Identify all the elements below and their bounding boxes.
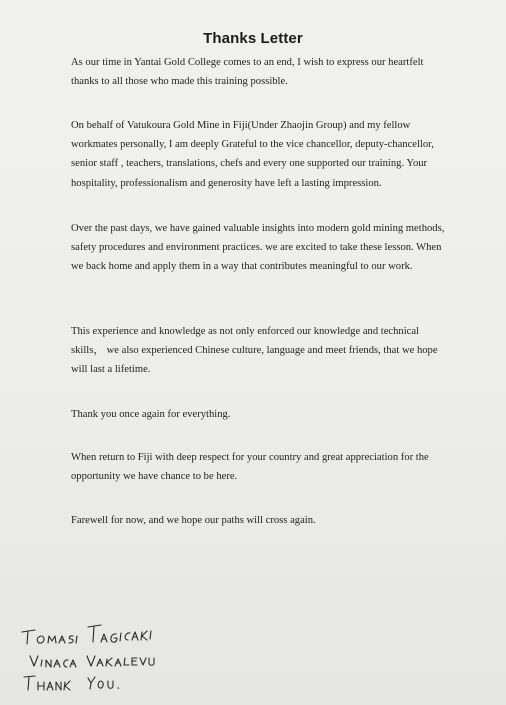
paragraph-experience: This experience and knowledge as not only enforced our knowledge and technical skills， we also experienced Chinese culture, language and meet friends, that we hope will last a lifetime.: [71, 326, 438, 376]
paragraph-return: When return to Fiji with deep respect for your country and great appreciation for the opportunity we have chance to be here.: [71, 452, 429, 483]
paragraph-intro: As our time in Yantai Gold College comes to an end, I wish to express our heartfelt thanks to all those who made this training possible.: [71, 57, 424, 88]
handwritten-signature: [18, 618, 218, 698]
paragraph-farewell: Farewell for now, and we hope our paths will cross again.: [71, 515, 316, 526]
signature-drawing: [18, 618, 218, 698]
signature-line-3: [24, 676, 119, 690]
paragraph-insights: Over the past days, we have gained valuable insights into modern gold mining methods, safety procedures and environment practices. we are excited to take these lesson. When we back home and apply them in a way that contributes meaningful to our work.: [71, 223, 445, 273]
signature-text-1: [18, 698, 19, 699]
letter-title: Thanks Letter: [203, 30, 303, 47]
signature-line-2: [30, 656, 154, 667]
signature-text-2: [18, 698, 19, 699]
signature-line-1: [22, 625, 151, 644]
paragraph-thanks: Thank you once again for everything.: [71, 409, 231, 420]
signature-text-3: [18, 698, 19, 699]
paragraph-gratitude: On behalf of Vatukoura Gold Mine in Fiji(Under Zhaojin Group) and my fellow workmates personally, I am deeply Grateful to the vice chancellor, deputy-chancellor, senior staff , teachers, translations, chefs and every one supported our training. Your hospitality, professionalism and generosity have left a lasting impression.: [71, 120, 434, 189]
